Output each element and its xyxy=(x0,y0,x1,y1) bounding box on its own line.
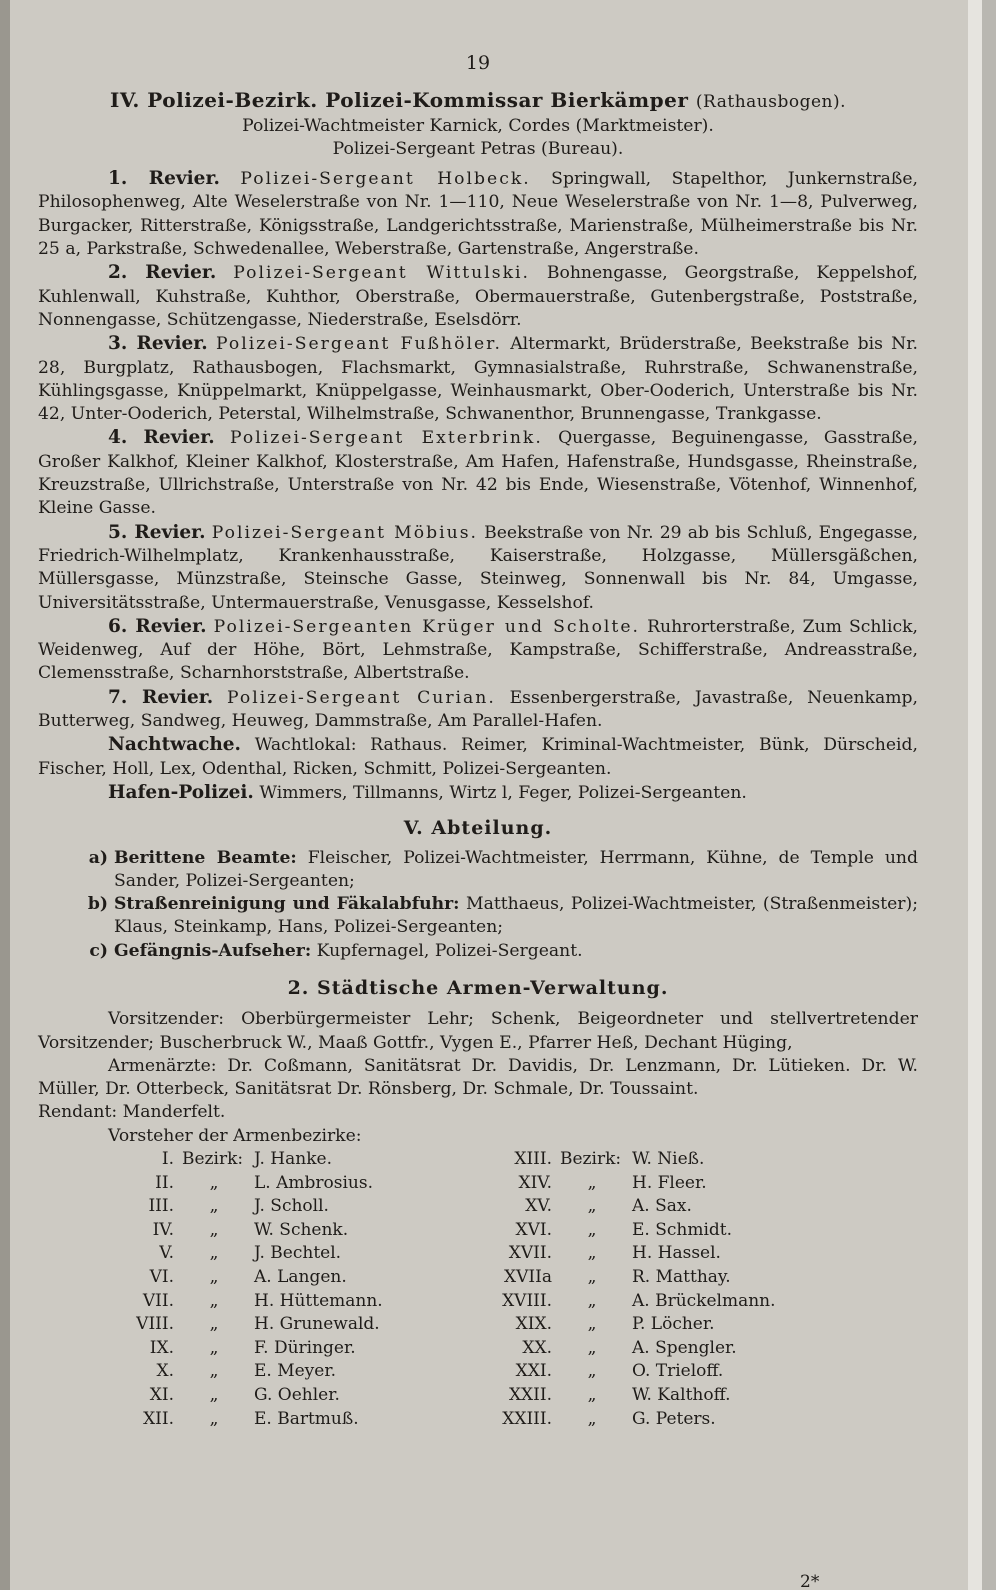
revier-7 xyxy=(38,686,918,734)
bezirk-number: XVIII. xyxy=(502,1290,552,1311)
ditto-mark: „ xyxy=(587,1408,597,1429)
revier-sergeant: Polizei-Sergeant Fußhöler. xyxy=(216,334,502,355)
bezirk-number: XX. xyxy=(522,1337,552,1358)
page-content xyxy=(38,52,918,1431)
section-iv-kommissar: Polizei-Kommissar Bierkämper xyxy=(325,88,689,113)
bezirk-number: VII. xyxy=(142,1290,174,1311)
section-iv-line3: Polizei-Sergeant Petras (Bureau). xyxy=(332,138,624,159)
nachtwache-text: Wachtlokal: Rathaus. Reimer, Kriminal-Wachtmeister, Bünk, Dürscheid, Fischer, Holl, Lex, Odenthal, Ricken, Schmitt, Polizei-Sergeanten. xyxy=(38,735,918,779)
armen-rendant: Rendant: Manderfelt. xyxy=(38,1102,226,1123)
bezirk-number: XI. xyxy=(149,1385,174,1405)
abteilung-item-c xyxy=(38,940,918,963)
section-iv-heading xyxy=(38,89,918,114)
table-row xyxy=(128,1148,786,1172)
revier-label: 5. Revier. xyxy=(108,521,206,543)
abteilung-text: Fleischer, Polizei-Wachtmeister, Herrmann, Kühne, de Temple und Sander, Polizei-Sergeanten; xyxy=(114,847,918,891)
revier-sergeant: Polizei-Sergeant Holbeck. xyxy=(240,169,531,190)
table-row xyxy=(128,1313,786,1337)
bezirk-number: XXIII. xyxy=(502,1408,552,1429)
bezirk-number: XII. xyxy=(143,1408,174,1429)
revier-6 xyxy=(38,615,918,686)
bezirk-number: XIII. xyxy=(514,1149,552,1170)
bezirk-number: VI. xyxy=(149,1267,174,1288)
ditto-mark: „ xyxy=(209,1172,219,1193)
reviere-list xyxy=(38,167,918,805)
vorsteher-name: R. Matthay. xyxy=(632,1267,731,1288)
vorsteher-name: O. Trieloff. xyxy=(632,1361,724,1382)
bezirk-number: VIII. xyxy=(136,1314,174,1335)
hafen-text: Wimmers, Tillmanns, Wirtz l, Feger, Polizei-Sergeanten. xyxy=(259,782,747,803)
abteilung-letter: b) xyxy=(87,894,108,915)
revier-label: 3. Revier. xyxy=(108,333,208,355)
nachtwache-label: Nachtwache. xyxy=(108,734,241,756)
vorsteher-name: A. Langen. xyxy=(254,1267,347,1288)
vorsteher-name: W. Kalthoff. xyxy=(632,1385,731,1405)
vorsteher-name: J. Hanke. xyxy=(254,1149,332,1170)
armen-verwaltung-title: 2. Städtische Armen-Verwaltung. xyxy=(287,976,669,999)
vorsteher-name: F. Düringer. xyxy=(254,1337,356,1358)
ditto-mark: „ xyxy=(587,1196,597,1217)
vorsteher-name: L. Ambrosius. xyxy=(254,1172,373,1193)
revier-streets: Beekstraße von Nr. 29 ab bis Schluß, Engegasse, Friedrich-Wilhelmplatz, Krankenhausstraße, Kaiserstraße, Holzgasse, Müllersgäßchen, Müllersgasse, Münzstraße, Steinsche Gasse, Steinweg, Sonnenwall bis Nr. 84, Umgasse, Universitätsstraße, Untermauerstraße, Venusgasse, Kesselshof. xyxy=(38,522,918,613)
abteilung-item-b xyxy=(38,893,918,940)
bezirk-number: XVI. xyxy=(515,1219,552,1240)
revier-sergeant: Polizei-Sergeant Exterbrink. xyxy=(230,428,543,449)
vorsteher-name: A. Spengler. xyxy=(632,1337,737,1358)
revier-sergeant: Polizei-Sergeanten Krüger und Scholte. xyxy=(213,616,640,637)
vorsteher-name: E. Meyer. xyxy=(254,1361,337,1382)
ditto-mark: „ xyxy=(209,1290,219,1311)
revier-1 xyxy=(38,167,918,261)
bezirk-number: X. xyxy=(156,1361,174,1382)
page-number: 19 xyxy=(465,52,491,74)
page-gutter xyxy=(0,0,10,1590)
ditto-mark: „ xyxy=(587,1290,597,1311)
bezirk-number: XVII. xyxy=(508,1243,552,1264)
bezirk-number: XXII. xyxy=(508,1385,552,1405)
bezirk-word: Bezirk: xyxy=(560,1149,622,1170)
section-iv-location: (Rathausbogen). xyxy=(695,92,846,113)
revier-2 xyxy=(38,261,918,332)
bezirk-number: I. xyxy=(161,1149,174,1170)
table-row xyxy=(128,1242,786,1266)
ditto-mark: „ xyxy=(587,1361,597,1382)
abteilung-label: Berittene Beamte: xyxy=(114,847,297,868)
table-row xyxy=(128,1219,786,1243)
hafen-label: Hafen-Polizei. xyxy=(108,781,254,803)
revier-5 xyxy=(38,521,918,615)
ditto-mark: „ xyxy=(209,1243,219,1264)
armen-vorsteher-heading: Vorsteher der Armenbezirke: xyxy=(108,1125,362,1146)
ditto-mark: „ xyxy=(587,1337,597,1358)
revier-label: 2. Revier. xyxy=(108,262,217,284)
vorsteher-name: J. Bechtel. xyxy=(254,1243,342,1264)
ditto-mark: „ xyxy=(587,1385,597,1405)
hafen-polizei xyxy=(38,781,918,805)
abteilung-letter: a) xyxy=(88,847,108,868)
bezirk-number: XIX. xyxy=(515,1314,552,1335)
revier-label: 6. Revier. xyxy=(108,615,207,637)
revier-streets: Altermarkt, Brüderstraße, Beekstraße bis Nr. 28, Burgplatz, Rathausbogen, Flachsmarkt, Gymnasialstraße, Ruhrstraße, Schwanenstraße, Kühlingsgasse, Knüppelmarkt, Knüppelgasse, Weinhausmarkt, Ober-Ooderich, Unterstraße bis Nr. 42, Unter-Ooderich, Peterstal, Wilhelmstraße, Schwanenthor, Brunnengasse, Trankgasse. xyxy=(38,334,918,425)
table-row xyxy=(128,1290,786,1314)
revier-streets: Ruhrorterstraße, Zum Schlick, Weidenweg, Auf der Höhe, Bört, Lehmstraße, Kampstraße, Schifferstraße, Andreasstraße, Clemensstraße, Scharnhorststraße, Albertstraße. xyxy=(38,616,918,684)
vorsteher-name: G. Oehler. xyxy=(254,1385,340,1405)
revier-sergeant: Polizei-Sergeant Wittulski. xyxy=(233,263,530,284)
vorsteher-name: H. Hassel. xyxy=(632,1243,721,1264)
ditto-mark: „ xyxy=(209,1337,219,1358)
vorsteher-name: H. Fleer. xyxy=(632,1172,707,1193)
vorsteher-name: E. Schmidt. xyxy=(632,1219,733,1240)
ditto-mark: „ xyxy=(209,1361,219,1382)
bezirk-number: XXI. xyxy=(515,1361,552,1382)
revier-streets: Essenbergerstraße, Javastraße, Neuenkamp, Butterweg, Sandweg, Heuweg, Dammstraße, Am Parallel-Hafen. xyxy=(38,687,919,732)
vorsteher-name: G. Peters. xyxy=(632,1408,716,1429)
revier-label: 1. Revier. xyxy=(108,168,220,190)
ditto-mark: „ xyxy=(587,1172,597,1193)
revier-3 xyxy=(38,332,918,426)
revier-4 xyxy=(38,426,918,520)
ditto-mark: „ xyxy=(209,1408,219,1429)
table-row xyxy=(128,1195,786,1219)
abteilung-item-a xyxy=(38,847,918,894)
table-row xyxy=(128,1384,786,1408)
vorsteher-name: E. Bartmuß. xyxy=(254,1408,359,1429)
armen-aerzte: Armenärzte: Dr. Coßmann, Sanitätsrat Dr. Davidis, Dr. Lenzmann, Dr. Lütieken. Dr. W. Müller, Dr. Otterbeck, Sanitätsrat Dr. Rönsberg, Dr. Schmale, Dr. Toussaint. xyxy=(38,1055,918,1100)
abteilung-text: Kupfernagel, Polizei-Sergeant. xyxy=(316,940,583,961)
ditto-mark: „ xyxy=(209,1196,219,1217)
vorsteher-name: H. Grunewald. xyxy=(254,1314,380,1335)
vorsteher-name: W. Schenk. xyxy=(254,1219,349,1240)
revier-streets: Quergasse, Beguinengasse, Gasstraße, Großer Kalkhof, Kleiner Kalkhof, Klosterstraße, Am Hafen, Hafenstraße, Hundsgasse, Rheinstraße, Kreuzstraße, Ullrichstraße, Unterstraße von Nr. 42 bis Ende, Wiesenstraße, Vötenhof, Winnenhof, Kleine Gasse. xyxy=(38,428,919,519)
revier-sergeant: Polizei-Sergeant Curian. xyxy=(227,687,496,708)
vorsteher-name: W. Nieß. xyxy=(632,1149,705,1170)
ditto-mark: „ xyxy=(209,1219,219,1240)
bezirk-number: XVIIa xyxy=(504,1267,552,1288)
vorsteher-name: A. Sax. xyxy=(632,1196,692,1217)
bezirk-number: III. xyxy=(148,1196,174,1217)
ditto-mark: „ xyxy=(209,1385,219,1405)
revier-streets: Bohnengasse, Georgstraße, Keppelshof, Kuhlenwall, Kuhstraße, Kuhthor, Oberstraße, Obermauerstraße, Gutenbergstraße, Poststraße, Nonnengasse, Schützengasse, Niederstraße, Eselsdörr. xyxy=(38,263,919,330)
vorsteher-name: P. Löcher. xyxy=(632,1314,715,1335)
abteilung-label: Gefängnis-Aufseher: xyxy=(114,940,312,961)
document-page xyxy=(10,0,982,1590)
vorsteher-name: A. Brückelmann. xyxy=(632,1290,776,1311)
bezirk-number: XV. xyxy=(525,1196,552,1217)
table-row xyxy=(128,1337,786,1361)
armenbezirke-table xyxy=(128,1148,786,1431)
revier-label: 4. Revier. xyxy=(108,427,215,449)
revier-label: 7. Revier. xyxy=(108,686,214,708)
nachtwache xyxy=(38,733,918,781)
bezirk-number: XIV. xyxy=(518,1172,552,1193)
ditto-mark: „ xyxy=(587,1314,597,1335)
ditto-mark: „ xyxy=(587,1267,597,1288)
signature-mark: 2* xyxy=(800,1572,820,1590)
abteilung-label: Straßenreinigung und Fäkalabfuhr: xyxy=(114,894,460,915)
ditto-mark: „ xyxy=(587,1219,597,1240)
abteilung-letter: c) xyxy=(89,940,108,961)
ditto-mark: „ xyxy=(587,1243,597,1264)
vorsteher-name: H. Hüttemann. xyxy=(254,1290,383,1311)
revier-sergeant: Polizei-Sergeant Möbius. xyxy=(211,522,478,543)
bezirk-number: IX. xyxy=(149,1337,174,1358)
section-v-title: V. Abteilung. xyxy=(403,817,553,840)
ditto-mark: „ xyxy=(209,1267,219,1288)
section-iv-line2: Polizei-Wachtmeister Karnick, Cordes (Marktmeister). xyxy=(242,115,714,136)
table-row xyxy=(128,1172,786,1196)
bezirk-word: Bezirk: xyxy=(182,1149,244,1170)
page-edge xyxy=(968,0,982,1590)
bezirk-number: V. xyxy=(159,1243,174,1264)
table-row xyxy=(128,1408,786,1432)
abteilung-text: Matthaeus, Polizei-Wachtmeister, (Straßenmeister); Klaus, Steinkamp, Hans, Polizei-Sergeanten; xyxy=(114,894,919,938)
ditto-mark: „ xyxy=(209,1314,219,1335)
section-iv-title: IV. Polizei-Bezirk. xyxy=(110,88,318,113)
vorsteher-name: J. Scholl. xyxy=(254,1196,329,1217)
armen-vorsitz: Vorsitzender: Oberbürgermeister Lehr; Schenk, Beigeordneter und stellvertretender Vorsitzender; Buscherbruck W., Maaß Gottfr., Vygen E., Pfarrer Heß, Dechant Hüging, xyxy=(38,1009,918,1053)
revier-streets: Springwall, Stapelthor, Junkernstraße, Philosophenweg, Alte Weselerstraße von Nr. 1—110, Neue Weselerstraße von Nr. 1—8, Pulverweg, Burgacker, Ritterstraße, Königsstraße, Landgerichtsstraße, Marienstraße, Mülheimerstraße bis Nr. 25 a, Parkstraße, Schwedenallee, Weberstraße, Gartenstraße, Angerstraße. xyxy=(38,169,919,260)
table-row xyxy=(128,1266,786,1290)
bezirk-number: II. xyxy=(155,1172,174,1193)
table-row xyxy=(128,1360,786,1384)
bezirk-number: IV. xyxy=(152,1219,174,1240)
